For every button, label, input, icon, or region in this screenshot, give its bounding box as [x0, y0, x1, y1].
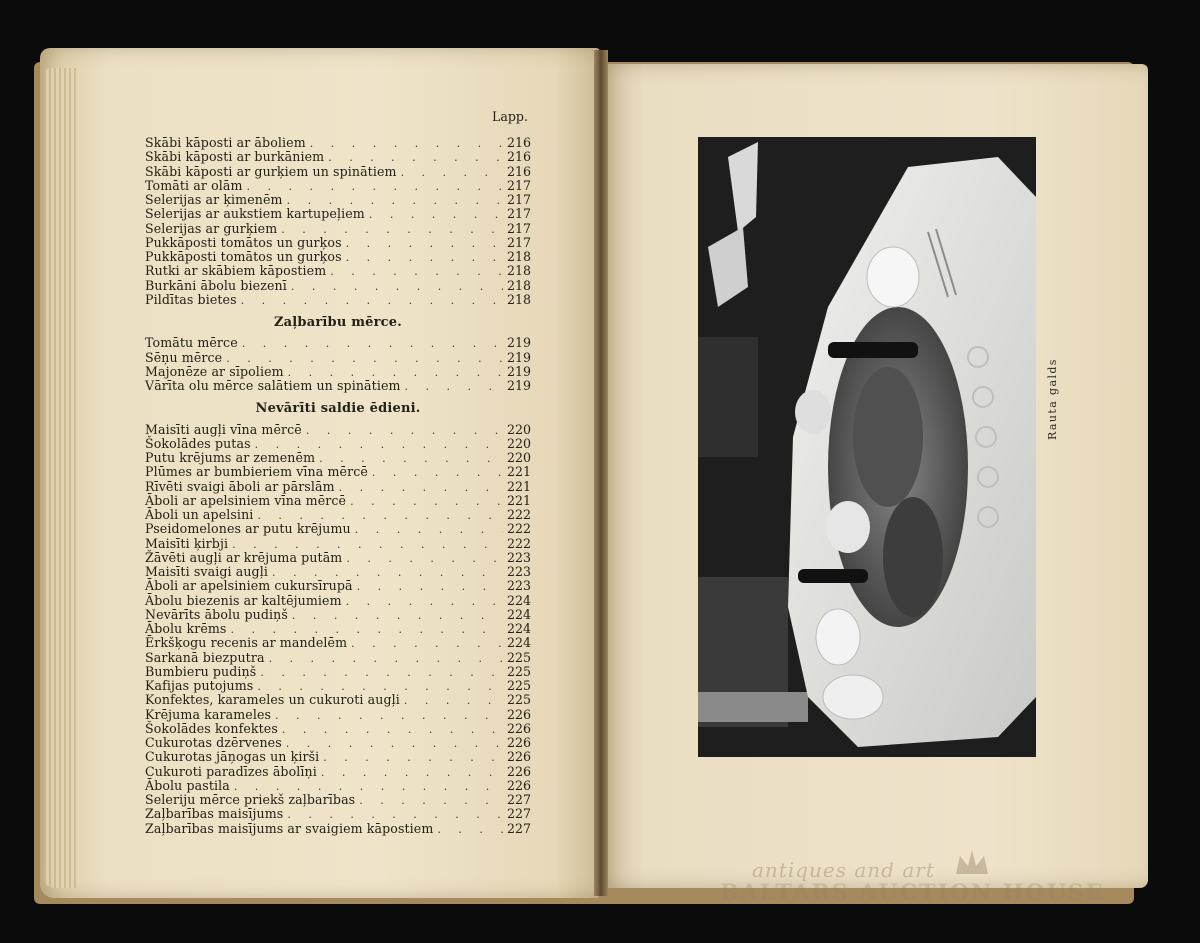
toc-entry-page: 226 [506, 720, 531, 736]
toc-leader-dots [330, 265, 503, 279]
toc-entry-title: Pukkāposti tomātos un gurķos [145, 249, 342, 265]
toc-entry [145, 708, 531, 722]
toc-entry-title: Pildītas bietes [145, 291, 237, 307]
toc-entry [145, 807, 531, 821]
photo-plate [698, 137, 1036, 757]
book-gutter [594, 50, 608, 896]
toc-entry-page: 218 [506, 291, 531, 307]
toc-leader-dots [247, 180, 503, 194]
toc-entry [145, 665, 531, 679]
toc-entry-title: Selerijas ar aukstiem kartupeļiem [145, 206, 365, 222]
toc-entry-page: 224 [506, 592, 531, 608]
toc-entry [145, 651, 531, 665]
toc-entry [145, 793, 531, 807]
toc-entry-title: Maisīti augļi vīna mērcē [145, 421, 302, 437]
toc-leader-dots [346, 237, 503, 251]
toc-entry [145, 679, 531, 693]
toc-entry-page: 221 [506, 492, 531, 508]
toc-leader-dots [372, 466, 503, 480]
toc-leader-dots [321, 766, 503, 780]
toc-entry-page: 224 [506, 621, 531, 637]
toc-entry-page: 219 [506, 335, 531, 351]
toc-entry [145, 207, 531, 221]
toc-entry-title: Cukurotas dzērvenes [145, 735, 282, 751]
toc-entry-page: 217 [506, 177, 531, 193]
auction-watermark [720, 858, 1182, 938]
toc-entry [145, 537, 531, 551]
toc-leader-dots [292, 609, 503, 623]
toc-entry-title: Āboli ar apelsiniem vīna mērcē [145, 492, 347, 508]
toc-entry [145, 437, 531, 451]
toc-entry [145, 465, 531, 479]
toc-entry [145, 608, 531, 622]
toc-entry [145, 579, 531, 593]
toc-entry-page: 216 [506, 163, 531, 179]
toc-entry [145, 365, 531, 379]
toc-entry-page: 220 [506, 421, 531, 437]
toc-entry [145, 379, 531, 393]
toc-entry-title: Ērkšķogu recenis ar mandelēm [145, 635, 348, 651]
toc-entry [145, 722, 531, 736]
toc-leader-dots [351, 637, 503, 651]
toc-entry [145, 193, 531, 207]
toc-entry-title: Rutki ar skābiem kāpostiem [145, 263, 327, 279]
toc-entry-page: 222 [506, 535, 531, 551]
toc-entry-page: 221 [506, 478, 531, 494]
toc-entry [145, 222, 531, 236]
toc-entry-title: Šokolādes konfektes [145, 720, 278, 736]
toc-entry-title: Konfektes, karameles un cukuroti augļi [145, 692, 400, 708]
toc-entry [145, 622, 531, 636]
toc-entry-title: Cukurotas jāņogas un ķirši [145, 749, 320, 765]
toc-entry [145, 508, 531, 522]
toc-leader-dots [291, 280, 503, 294]
toc-entry-page: 227 [506, 820, 531, 836]
toc-leader-dots [350, 495, 503, 509]
toc-entry-page: 226 [506, 735, 531, 751]
toc-leader-dots [275, 709, 503, 723]
toc-entry-page: 219 [506, 363, 531, 379]
toc-entry-page: 226 [506, 763, 531, 779]
toc-entry [145, 765, 531, 779]
toc-leader-dots [405, 380, 503, 394]
toc-entry-page: 224 [506, 635, 531, 651]
toc-entry-title: Tomātu mērce [145, 335, 238, 351]
toc-entry-page: 226 [506, 706, 531, 722]
watermark-line1: antiques and art [752, 858, 935, 882]
toc-entry-title: Bumbieru pudiņš [145, 663, 257, 679]
toc-entry-title: Sarkanā biezputra [145, 649, 265, 665]
toc-entry [145, 279, 531, 293]
toc-entry-page: 225 [506, 678, 531, 694]
toc-entry [145, 551, 531, 565]
banquet-table-photo [698, 137, 1036, 757]
toc-entry [145, 236, 531, 250]
toc-entry [145, 293, 531, 307]
toc-entry-page: 216 [506, 149, 531, 165]
toc-leader-dots [242, 337, 503, 351]
toc-entry-title: Nevārīts ābolu pudiņš [145, 606, 288, 622]
toc-entry [145, 480, 531, 494]
toc-entry-title: Selerijas ar ķimenēm [145, 192, 283, 208]
toc-entry [145, 423, 531, 437]
toc-entry-page: 226 [506, 749, 531, 765]
toc-entry [145, 336, 531, 350]
toc-entry-title: Plūmes ar bumbieriem vīna mērcē [145, 464, 368, 480]
watermark-line2: BALTARS AUCTION HOUSE [720, 880, 1105, 906]
toc-entry-title: Žāvēti augļi ar krējuma putām [145, 549, 343, 565]
toc-leader-dots [369, 208, 503, 222]
toc-leader-dots [241, 294, 503, 308]
toc-leader-dots [355, 523, 503, 537]
toc-entry [145, 179, 531, 193]
toc-entry [145, 494, 531, 508]
plate-caption: Rauta galds [1046, 358, 1059, 440]
toc-entry-title: Āboli ar apelsiniem cukursīrupā [145, 578, 353, 594]
toc-entry-title: Kafijas putojums [145, 678, 254, 694]
toc-entry-title: Maisīti ķirbji [145, 535, 229, 551]
toc-entry [145, 693, 531, 707]
toc-entry-title: Tomāti ar olām [145, 177, 243, 193]
toc-entry-page: 217 [506, 192, 531, 208]
toc-entry-title: Zaļbarības maisījums [145, 806, 284, 822]
toc-body [145, 136, 531, 836]
toc-leader-dots [401, 166, 503, 180]
toc-entry-page: 227 [506, 806, 531, 822]
toc-page-header: Lapp. [492, 109, 528, 124]
toc-leader-dots [404, 694, 503, 708]
toc-entry-page: 217 [506, 234, 531, 250]
toc-entry-title: Burkāni ābolu biezenī [145, 277, 287, 293]
toc-entry [145, 594, 531, 608]
toc-entry-page: 227 [506, 792, 531, 808]
toc-entry [145, 750, 531, 764]
toc-entry-title: Pukkāposti tomātos un gurķos [145, 234, 342, 250]
toc-entry-title: Putu krējums ar zemenēm [145, 450, 316, 466]
toc-leader-dots [357, 580, 503, 594]
toc-entry-page: 222 [506, 507, 531, 523]
toc-leader-dots [323, 751, 503, 765]
toc-entry-title: Selerijas ar gurķiem [145, 220, 278, 236]
toc-entry-title: Āboli un apelsini [145, 507, 254, 523]
toc-entry-page: 221 [506, 464, 531, 480]
toc-entry [145, 150, 531, 164]
toc-entry-page: 225 [506, 692, 531, 708]
toc-entry-page: 222 [506, 521, 531, 537]
toc-entry-title: Krējuma karameles [145, 706, 272, 722]
toc-entry-title: Ābolu krēms [145, 621, 227, 637]
toc-entry [145, 264, 531, 278]
toc-leader-dots [310, 137, 503, 151]
toc-entry-title: Maisīti svaigi augļi [145, 564, 268, 580]
toc-entry-title: Skābi kāposti ar burkāniem [145, 149, 325, 165]
toc-entry [145, 451, 531, 465]
toc-entry-page: 224 [506, 606, 531, 622]
toc-entry-title: Cukuroti paradīzes ābolīņi [145, 763, 317, 779]
toc-entry-page: 226 [506, 777, 531, 793]
toc-leader-dots [346, 595, 503, 609]
toc-leader-dots [269, 652, 503, 666]
toc-leader-dots [306, 424, 503, 438]
toc-entry-title: Skābi kāposti ar gurķiem un spinātiem [145, 163, 397, 179]
toc-entry-page: 223 [506, 549, 531, 565]
toc-leader-dots [346, 552, 503, 566]
table-of-contents [145, 110, 531, 836]
toc-leader-dots [437, 823, 503, 837]
toc-section-heading: Nevārīti saldie ēdieni. [255, 401, 421, 417]
toc-entry-title: Zaļbarības maisījums ar svaigiem kāpostiem [145, 820, 434, 836]
toc-entry-page: 223 [506, 578, 531, 594]
toc-entry [145, 351, 531, 365]
toc-entry-page: 218 [506, 263, 531, 279]
toc-entry [145, 165, 531, 179]
toc-entry [145, 779, 531, 793]
toc-entry-page: 218 [506, 249, 531, 265]
toc-leader-dots [260, 666, 503, 680]
toc-entry-title: Seleriju mērce priekš zaļbarības [145, 792, 356, 808]
toc-entry-page: 225 [506, 649, 531, 665]
toc-entry-title: Šokolādes putas [145, 435, 251, 451]
toc-entry [145, 636, 531, 650]
toc-entry-page: 217 [506, 206, 531, 222]
toc-entry-title: Sēņu mērce [145, 349, 223, 365]
toc-entry-title: Vārīta olu mērce salātiem un spinātiem [145, 378, 401, 394]
toc-entry-title: Skābi kāposti ar āboliem [145, 135, 306, 151]
toc-entry-page: 225 [506, 663, 531, 679]
toc-entry [145, 136, 531, 150]
toc-entry [145, 250, 531, 264]
toc-section-heading: Zaļbarību mērce. [273, 315, 402, 331]
crown-icon [952, 848, 992, 878]
toc-leader-dots [359, 794, 503, 808]
toc-entry-title: Rīvēti svaigi āboli ar pārslām [145, 478, 335, 494]
toc-entry-page: 219 [506, 378, 531, 394]
toc-leader-dots [282, 723, 503, 737]
toc-entry-page: 219 [506, 349, 531, 365]
toc-entry-page: 220 [506, 435, 531, 451]
toc-entry-page: 220 [506, 450, 531, 466]
toc-entry-title: Ābolu pastila [145, 777, 230, 793]
toc-entry [145, 522, 531, 536]
toc-leader-dots [346, 251, 503, 265]
toc-leader-dots [339, 481, 503, 495]
toc-entry-title: Majonēze ar sīpoliem [145, 363, 284, 379]
toc-entry-page: 216 [506, 135, 531, 151]
toc-entry-page: 223 [506, 564, 531, 580]
toc-entry-title: Pseidomelones ar putu krējumu [145, 521, 351, 537]
toc-entry [145, 565, 531, 579]
toc-entry [145, 822, 531, 836]
toc-entry-title: Ābolu biezenis ar kaltējumiem [145, 592, 342, 608]
toc-entry-page: 217 [506, 220, 531, 236]
toc-entry [145, 736, 531, 750]
toc-entry-page: 218 [506, 277, 531, 293]
